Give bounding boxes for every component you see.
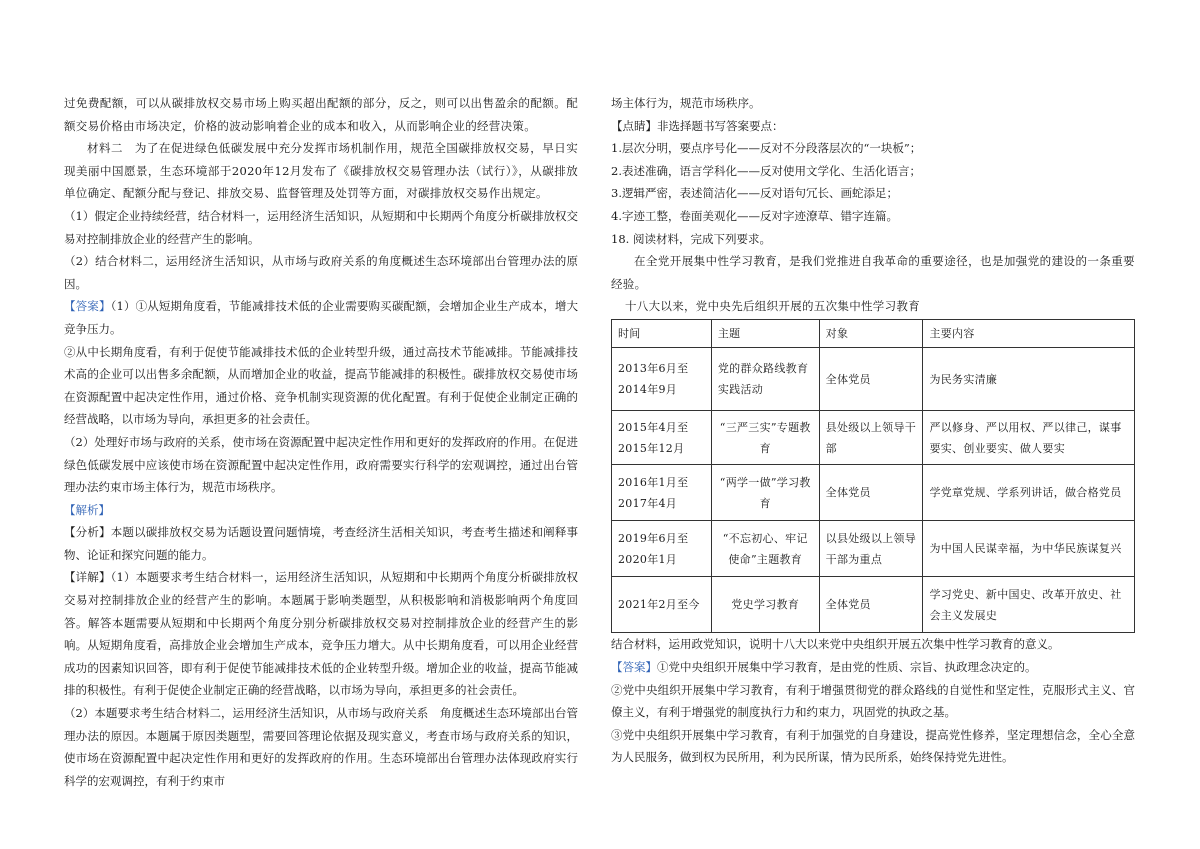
analysis-heading [64,499,578,522]
analysis-tag: 【解析】 [64,502,110,517]
table-cell: 2013年6月至2014年9月 [612,348,712,411]
table-cell: 学习党史、新中国史、改革开放史、社会主义发展史 [923,577,1135,633]
fenxi-text: 本题以碳排放权交易为话题设置问题情境，考查经济生活相关知识，考查考生描述和阐释事物、论证和探究问题的能力。 [64,525,579,562]
table-cell: 县处级以上领导干部 [819,411,923,465]
right-column [611,92,1135,769]
question-18-prompt: 结合材料，运用政党知识，说明十八大以来党中央组织开展五次集中性学习教育的意义。 [611,637,1060,652]
table-row [612,348,1135,411]
table-cell: “两学一做”学习教育 [711,465,819,521]
analysis-summary [64,521,578,566]
answer-part-3: （2）处理好市场与政府的关系，使市场在资源配置中起决定性作用和更好的发挥政府的作用。在促进绿色低碳发展中应该使市场在资源配置中起决定性作用，政府需要实行科学的宏观调控，通过出台管理办法约束市场主体行为，规范市场秩序。 [64,434,578,495]
table-cell: 2021年2月至今 [612,577,712,633]
question-18: 18. 阅读材料，完成下列要求。 [611,231,771,246]
left-column [64,92,578,792]
answer-18-part-3: ③党中央组织开展集中学习教育，有利于加强党的自身建设，提高党性修养，坚定理想信念，全心全意为人民服务，做到权为民所用，利为民所谋，情为民所系，始终保持党先进性。 [611,727,1135,765]
table-row [612,521,1135,577]
table-cell: 党的群众路线教育实践活动 [711,348,819,411]
tip-point-1: 1.层次分明，要点序号化——反对不分段落层次的“一块板”； [611,141,922,156]
material-intro: 在全党开展集中性学习教育，是我们党推进自我革命的重要途径，也是加强党的建设的一条重要经验。 [611,254,1135,291]
table-caption: 十八大以来，党中央先后组织开展的五次集中性学习教育 [625,299,920,314]
table-cell: 严以修身、严以用权、严以律己，谋事要实、创业要实、做人要实 [923,411,1135,465]
study-campaign-table [611,319,1135,633]
table-cell: 2016年1月至2017年4月 [612,465,712,521]
detail-explanation-1 [64,566,578,702]
continued-text: 场主体行为，规范市场秩序。 [611,96,761,110]
table-cell: 学党章党规、学系列讲话，做合格党员 [923,465,1135,521]
table-cell: 2019年6月至2020年1月 [612,521,712,577]
table-row [612,465,1135,521]
answer-text-1: （1）①从短期角度看，节能减排技术低的企业需要购买碳配额，会增加企业生产成本，增大竞争压力。 [64,299,579,336]
material-one-tail: 过免费配额，可以从碳排放权交易市场上购买超出配额的部分，反之，则可以出售盈余的配额。配额交易价格由市场决定，价格的波动影响着企业的成本和收入，从而影响企业的经营决策。 [64,96,578,133]
answer-18-text-1: ①党中央组织开展集中学习教育，是由党的性质、宗旨、执政理念决定的。 [657,659,1037,674]
table-header-cell: 时间 [612,320,712,348]
table-header-row [612,320,1135,348]
question-2: （2）结合材料二，运用经济生活知识，从市场与政府关系的角度概述生态环境部出台管理办法的原因。 [64,254,578,291]
answer-18-part-1 [611,656,1135,679]
table-header-cell: 主要内容 [923,320,1135,348]
answer-tag: 【答案】 [611,659,657,674]
table-header-cell: 对象 [819,320,923,348]
tip-point-4: 4.字迹工整，卷面美观化——反对字迹潦草、错字连篇。 [611,208,898,223]
answer-part-2: ②从中长期角度看，有利于促使节能减排技术低的企业转型升级，通过高技术节能减排。节能减排技术高的企业可以出售多余配额，从而增加企业的收益，提高节能减排的积极性。碳排放权交易使市场在资源配置中起决定性作用，通过价格、竞争机制实现资源的优化配置。有利于促使企业制定正确的经营战略，以市场为导向，承担更多的社会责任。 [64,344,578,427]
xiangjie-tag: 【详解】 [64,570,111,585]
xiangjie-text-1: （1）本题要求考生结合材料一，运用经济生活知识，从短期和中长期两个角度分析碳排放权交易对控制排放企业的经营产生的影响。本题属于影响类题型，从积极影响和消极影响两个角度回答。解答本题需要从短期和中长期两个角度分别分析碳排放权交易对控制排放企业的经营产生的影响。从短期角度看，高排放企业会增加生产成本，竞争压力增大。从中长期角度看，可以用企业经营成功的因素知识回答，即有利于促使节能减排技术低的企业转型升级。增加企业的收益，提高节能减排的积极性。有利于促使企业制定正确的经营战略，以市场为导向，承担更多的社会责任。 [64,570,579,698]
table-cell: “不忘初心、牢记使命”主题教育 [711,521,819,577]
tip-heading [611,115,1135,138]
tip-point-2: 2.表述准确，语言学科化——反对使用文学化、生活化语言； [611,163,921,178]
table-cell: 全体党员 [819,577,923,633]
detail-explanation-2: （2）本题要求考生结合材料二，运用经济生活知识，从市场与政府关系 角度概述生态环境部出台管理办法的原因。本题属于原因类题型，需要回答理论依据及现实意义，考查市场与政府关系的知识，使市场在资源配置中起决定性作用和更好的发挥政府的作用。生态环境部出台管理办法体现政府实行科学的宏观调控，有利于约束市 [64,706,578,788]
table-cell: “三严三实”专题教育 [711,411,819,465]
table-row [612,411,1135,465]
table-header-cell: 主题 [711,320,819,348]
table-cell: 以县处级以上领导干部为重点 [819,521,923,577]
table-cell: 党史学习教育 [711,577,819,633]
answer-part-1 [64,295,578,340]
answer-18-part-2: ②党中央组织开展集中学习教育，有利于增强贯彻党的群众路线的自觉性和坚定性，克服形式主义、官僚主义，有利于增强党的制度执行力和约束力，巩固党的执政之基。 [611,682,1135,720]
tip-point-3: 3.逻辑严密，表述简洁化——反对语句冗长、画蛇添足； [611,186,898,201]
tip-tag: 【点睛】 [611,118,657,133]
table-cell: 全体党员 [819,348,923,411]
table-row [612,577,1135,633]
question-1: （1）假定企业持续经营，结合材料一，运用经济生活知识，从短期和中长期两个角度分析碳排放权交易对控制排放企业的经营产生的影响。 [64,208,578,246]
tip-text: 非选择题书写答案要点： [657,118,784,133]
table-cell: 2015年4月至2015年12月 [612,411,712,465]
table-cell: 为民务实清廉 [923,348,1135,411]
material-two: 材料二 为了在促进绿色低碳发展中充分发挥市场机制作用，规范全国碳排放权交易，早日实现美丽中国愿景，生态环境部于2020年12月发布了《碳排放权交易管理办法（试行）》，从碳排放单位确定、配额分配与登记、排放交易、监督管理及处罚等方面，对碳排放权交易作出规定。 [64,141,578,201]
answer-tag: 【答案】 [64,299,111,314]
table-cell: 全体党员 [819,465,923,521]
table-cell: 为中国人民谋幸福，为中华民族谋复兴 [923,521,1135,577]
fenxi-tag: 【分析】 [64,525,111,540]
